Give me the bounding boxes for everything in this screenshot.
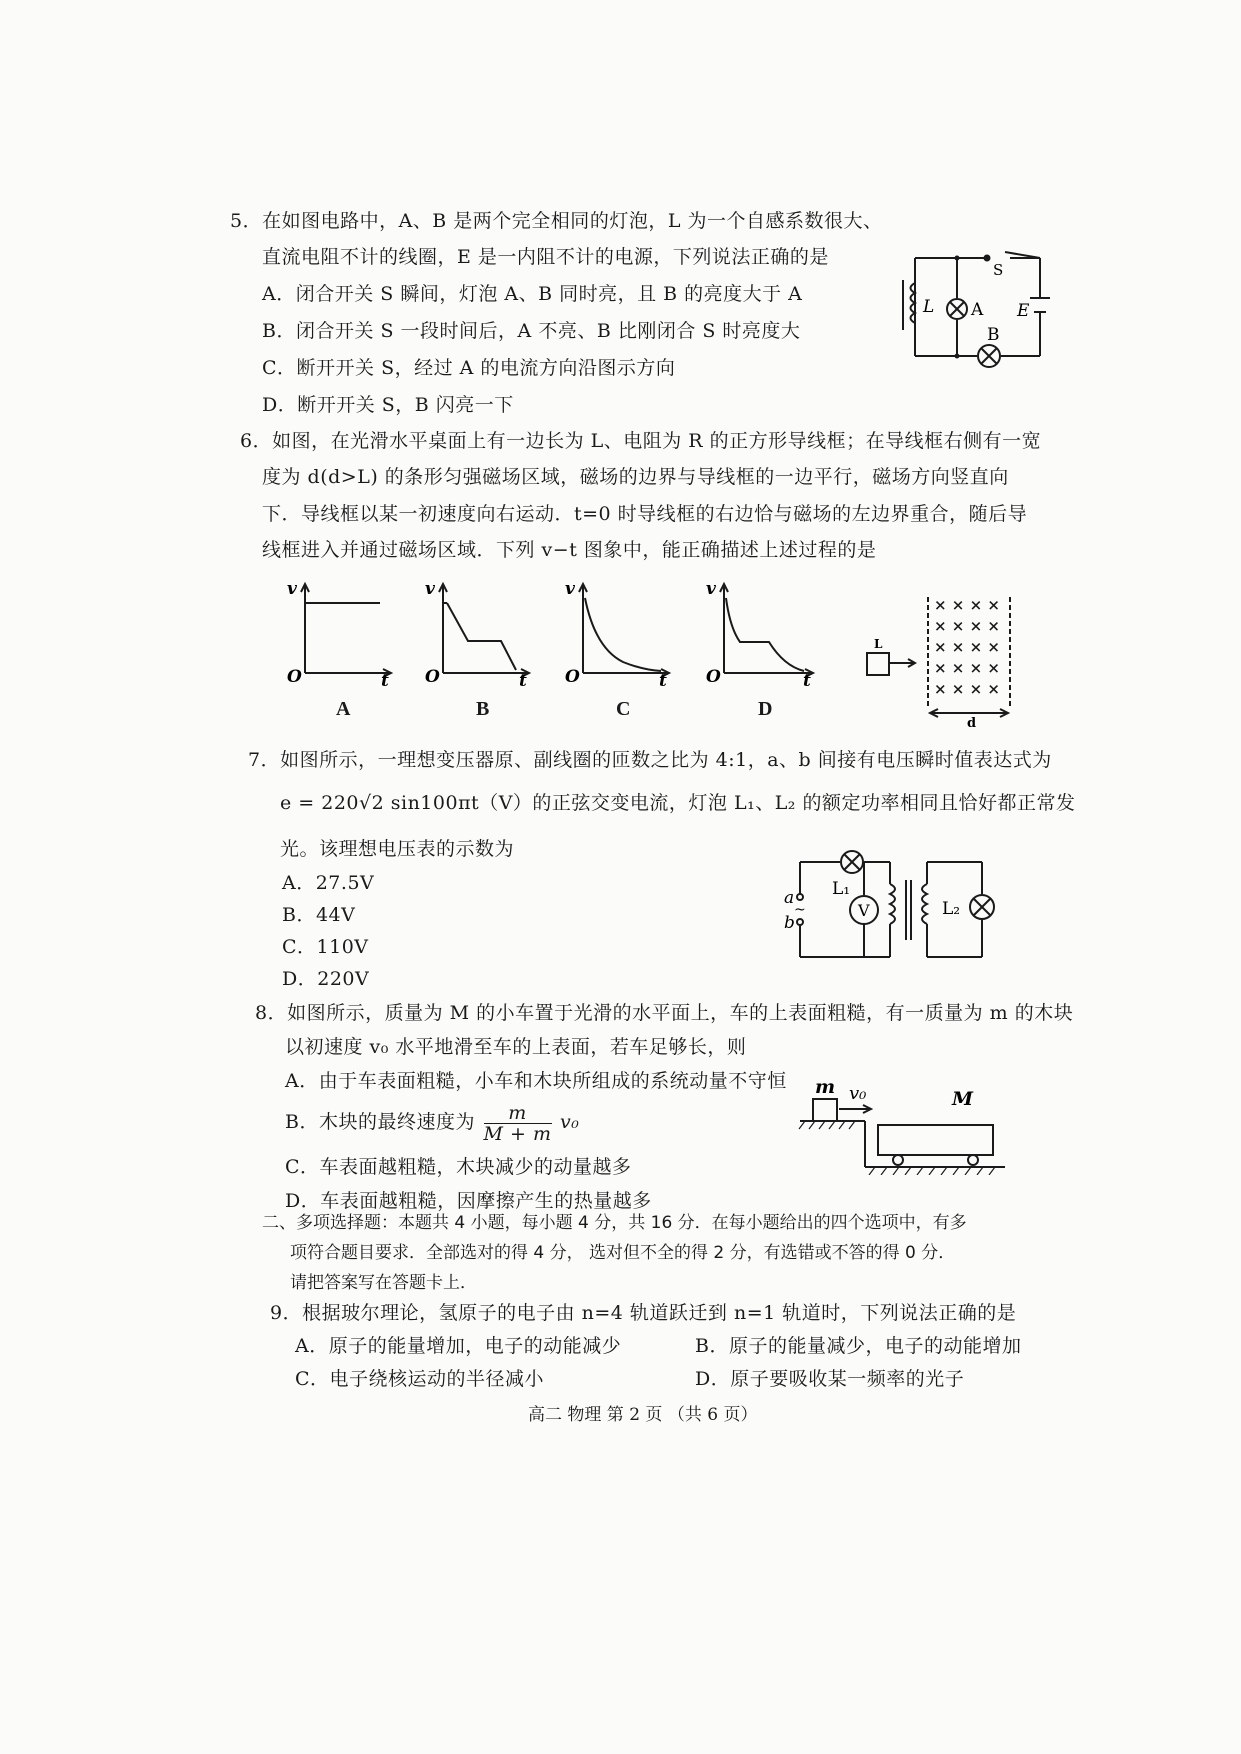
q7-label-v: V [858,901,870,920]
q6-graph-b-origin: O [425,667,440,687]
q7-label-l2: L₂ [942,899,961,919]
q6-graph-b-axis-t: t [519,671,527,688]
q5-stem-line2: 直流电阻不计的线圈，E 是一内阻不计的电源，下列说法正确的是 [262,246,829,268]
section2-line2: 项符合题目要求．全部选对的得 4 分， 选对但不全的得 2 分，有选错或不答的得 0 分． [290,1243,956,1263]
q9-option-d: D．原子要吸收某一频率的光子 [695,1368,965,1390]
q6-graph-c [563,578,673,688]
q6-graph-a-origin: O [287,667,302,687]
q5-label-a: A [971,300,984,320]
q8-option-d: D．车表面越粗糙，因摩擦产生的热量越多 [285,1190,652,1212]
q5-circuit-diagram [895,248,1055,373]
q6-field-label-d: d [967,716,977,730]
q6-graph-b-label: B [476,698,490,720]
svg-text:× × × ×: × × × × [934,617,1000,635]
q8-option-c: C．车表面越粗糙，木块减少的动量越多 [285,1156,632,1178]
q6-graph-a [285,578,395,688]
q5-label-s: S [993,261,1004,279]
q9-option-c: C．电子绕核运动的半径减小 [295,1368,545,1390]
svg-text:× × × ×: × × × × [934,596,1000,614]
q9-option-a: A．原子的能量增加，电子的动能减少 [295,1335,622,1357]
q8-option-b-v0: v₀ [560,1111,580,1133]
q6-graph-b-axis-v: v [425,579,435,599]
q7-label-tilde: ~ [794,902,806,918]
q7-label-b: b [784,913,795,933]
q8-option-a: A．由于车表面粗糙，小车和木块所组成的系统动量不守恒 [285,1070,787,1092]
q6-graph-c-axis-t: t [659,671,667,688]
q6-stem-line3: 下．导线框以某一初速度向右运动．t=0 时导线框的右边恰与磁场的左边界重合，随后导 [262,503,1028,525]
q8-option-b [285,1098,579,1148]
q5-stem-line1: 5．在如图电路中，A、B 是两个完全相同的灯泡，L 为一个自感系数很大、 [230,210,883,232]
q6-field-diagram [862,595,1022,730]
q6-graph-a-axis-t: t [381,671,389,688]
q6-field-label-l: L [874,637,883,651]
q8-fraction-numerator: m [484,1103,552,1124]
q6-graph-d [704,578,819,688]
svg-text:× × × ×: × × × × [934,680,1000,698]
q7-option-d: D．220V [282,968,370,990]
q6-stem-line4: 线框进入并通过磁场区域．下列 v−t 图象中，能正确描述上述过程的是 [262,539,877,561]
q5-label-l: L [923,297,935,317]
q6-graph-d-origin: O [706,667,721,687]
q7-option-b: B．44V [282,904,356,926]
q7-option-c: C．110V [282,936,369,958]
q7-label-a: a [784,888,795,908]
q6-stem-line1: 6．如图，在光滑水平桌面上有一边长为 L、电阻为 R 的正方形导线框；在导线框右侧有一宽 [240,430,1042,452]
svg-text:× × × ×: × × × × [934,659,1000,677]
section2-line3: 请把答案写在答题卡上． [290,1273,477,1293]
q6-graph-c-origin: O [565,667,580,687]
q8-option-b-fraction [484,1103,552,1144]
q6-graph-c-axis-v: v [565,579,575,599]
q6-graph-a-axis-v: v [287,579,297,599]
q7-stem-line2: e = 220√2 sin100πt（V）的正弦交变电流，灯泡 L₁、L₂ 的额定功率相同且恰好都正常发 [280,792,1076,814]
svg-text:× × × ×: × × × × [934,638,1000,656]
q6-graph-d-axis-t: t [803,671,811,688]
q5-option-d: D．断开开关 S，B 闪亮一下 [262,394,514,416]
q6-stem-line2: 度为 d(d>L) 的条形匀强磁场区域，磁场的边界与导线框的一边平行，磁场方向竖直向 [262,466,1009,488]
q7-stem-line1: 7．如图所示，一理想变压器原、副线圈的匝数之比为 4:1，a、b 间接有电压瞬时值表达式为 [248,749,1052,771]
q8-label-big-m: M [952,1088,974,1110]
q7-label-l1: L₁ [832,879,851,899]
q5-option-b: B．闭合开关 S 一段时间后，A 不亮、B 比刚闭合 S 时亮度大 [262,320,801,342]
q6-graph-b [423,578,533,688]
q8-cart-diagram [795,1075,1010,1175]
page-footer: 高二 物理 第 2 页 （共 6 页） [528,1405,758,1425]
section2-line1: 二、多项选择题：本题共 4 小题，每小题 4 分，共 16 分．在每小题给出的四个选项中，有多 [262,1213,967,1233]
q8-option-b-prefix: B．木块的最终速度为 [285,1111,475,1133]
q5-option-c: C．断开开关 S，经过 A 的电流方向沿图示方向 [262,357,676,379]
q5-option-a: A．闭合开关 S 瞬间，灯泡 A、B 同时亮，且 B 的亮度大于 A [262,283,803,305]
q6-graph-d-label: D [758,698,773,720]
q8-stem-line2: 以初速度 v₀ 水平地滑至车的上表面，若车足够长，则 [285,1036,747,1058]
q9-stem: 9．根据玻尔理论，氢原子的电子由 n=4 轨道跃迁到 n=1 轨道时，下列说法正确的是 [270,1302,1017,1324]
q5-label-b: B [987,325,1000,345]
q7-transformer-diagram [780,850,995,968]
q8-label-v0: v₀ [849,1083,867,1104]
q6-graph-c-label: C [616,698,631,720]
q7-option-a: A．27.5V [282,872,375,894]
q9-option-b: B．原子的能量减少，电子的动能增加 [695,1335,1022,1357]
q8-stem-line1: 8．如图所示，质量为 M 的小车置于光滑的水平面上，车的上表面粗糙，有一质量为 m 的木块 [255,1002,1074,1024]
q8-fraction-denominator: M + m [483,1122,552,1145]
q6-graph-d-axis-v: v [706,579,716,599]
q5-label-e: E [1017,301,1030,321]
q7-stem-line3: 光。该理想电压表的示数为 [280,838,515,860]
q6-graph-a-label: A [336,698,351,720]
q8-label-m: m [815,1076,836,1098]
